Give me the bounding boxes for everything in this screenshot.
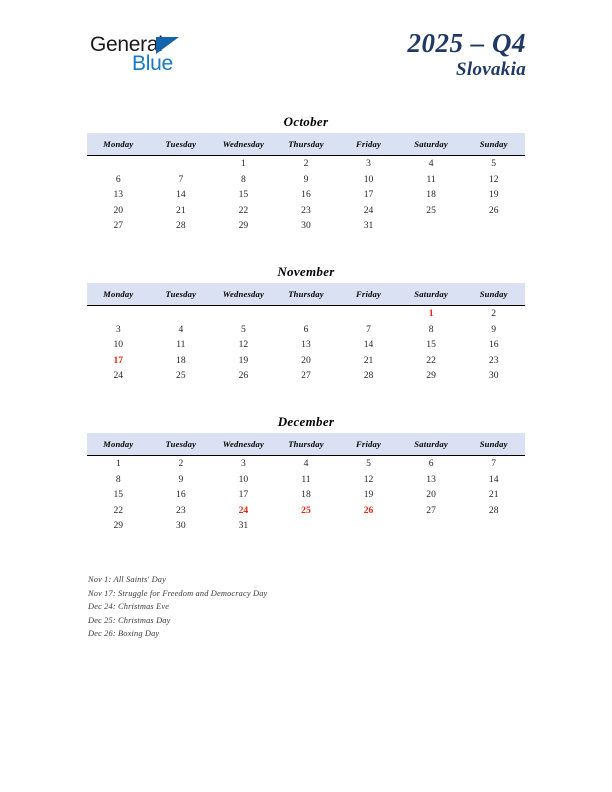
day-cell[interactable]: 28	[363, 370, 374, 382]
day-cell[interactable]: 29	[426, 370, 436, 382]
week-row	[87, 487, 525, 503]
week-row	[87, 322, 525, 338]
day-cell-empty	[400, 218, 463, 234]
day-cell[interactable]: 14	[176, 189, 186, 201]
day-cell[interactable]: 29	[238, 220, 249, 232]
week-row	[87, 518, 525, 534]
day-cell[interactable]: 21	[488, 489, 499, 501]
day-cell[interactable]: 23	[176, 504, 186, 516]
day-cell[interactable]: 22	[238, 204, 249, 216]
day-cell[interactable]: 14	[363, 339, 374, 351]
day-cell[interactable]: 9	[491, 323, 497, 335]
day-cell[interactable]: 20	[426, 489, 436, 501]
day-cell[interactable]: 4	[178, 323, 184, 335]
day-cell-empty	[275, 518, 338, 534]
day-cell[interactable]: 10	[363, 173, 374, 185]
day-cell[interactable]: 24	[363, 204, 374, 216]
day-cell-empty	[337, 518, 400, 534]
day-cell[interactable]: 26	[488, 204, 499, 216]
day-cell[interactable]: 8	[428, 323, 434, 335]
day-cell[interactable]: 19	[488, 189, 499, 201]
weekday-header-row	[87, 283, 525, 306]
day-cell[interactable]: 18	[176, 354, 186, 366]
week-row	[87, 353, 525, 369]
day-cell[interactable]: 3	[241, 458, 246, 470]
day-cell[interactable]: 7	[366, 323, 371, 335]
weekday-header-row-group	[87, 433, 525, 456]
day-cell-empty	[150, 306, 213, 322]
day-cell[interactable]: 27	[426, 504, 436, 516]
day-cell[interactable]: 27	[301, 370, 311, 382]
day-cell[interactable]: 4	[428, 158, 434, 170]
day-cell[interactable]: 4	[303, 458, 309, 470]
month-calendar-table	[87, 133, 525, 234]
day-cell-empty	[462, 218, 525, 234]
page-title: 2025 – Q4	[407, 28, 526, 58]
weekday-header-saturday: Saturday	[400, 433, 463, 456]
logo-text-general: General	[90, 33, 163, 56]
day-cell[interactable]: 3	[366, 158, 371, 170]
day-cell[interactable]: 11	[176, 339, 186, 351]
day-cell[interactable]: 8	[241, 173, 246, 185]
day-cell-empty	[212, 306, 275, 322]
weekday-header-friday: Friday	[337, 133, 400, 156]
day-cell-holiday[interactable]: 26	[363, 504, 374, 516]
month-calendar-table	[87, 433, 525, 534]
day-cell[interactable]: 16	[176, 489, 186, 501]
page-subtitle-country: Slovakia	[456, 59, 526, 80]
day-cell[interactable]: 24	[113, 370, 124, 382]
day-cell[interactable]: 11	[426, 173, 436, 185]
day-cell[interactable]: 22	[113, 504, 124, 516]
day-cell[interactable]: 22	[426, 354, 436, 366]
week-row	[87, 456, 525, 472]
week-row	[87, 172, 525, 188]
day-cell[interactable]: 20	[113, 204, 124, 216]
month-title: December	[277, 414, 335, 429]
week-row	[87, 203, 525, 219]
day-cell-empty	[400, 518, 463, 534]
day-cell[interactable]: 2	[178, 458, 184, 470]
day-cell-empty	[275, 306, 338, 322]
week-row	[87, 306, 525, 322]
day-cell-holiday[interactable]: 1	[428, 308, 434, 320]
day-cell[interactable]: 15	[113, 489, 124, 501]
day-cell[interactable]: 10	[238, 473, 249, 485]
month-block-october	[87, 113, 525, 234]
weekday-header-wednesday: Wednesday	[212, 283, 275, 306]
weekday-header-friday: Friday	[337, 283, 400, 306]
day-cell[interactable]: 12	[363, 473, 374, 485]
week-row	[87, 472, 525, 488]
week-row	[87, 503, 525, 519]
month-title: October	[283, 114, 329, 129]
day-cell[interactable]: 12	[238, 339, 249, 351]
weekday-header-tuesday: Tuesday	[150, 283, 213, 306]
day-cell[interactable]: 6	[303, 323, 309, 335]
day-cell[interactable]: 3	[115, 323, 121, 335]
logo-text-blue: Blue	[132, 52, 173, 75]
day-cell[interactable]: 10	[113, 339, 124, 351]
weekday-header-thursday: Thursday	[275, 133, 338, 156]
weekday-header-sunday: Sunday	[462, 133, 525, 156]
day-cell[interactable]: 31	[238, 520, 249, 532]
weekday-header-monday: Monday	[87, 133, 150, 156]
day-cell[interactable]: 1	[241, 158, 246, 170]
weekday-header-row	[87, 433, 525, 456]
day-cell-holiday[interactable]: 25	[301, 504, 311, 516]
holiday-note-item: Nov 17: Struggle for Freedom and Democracy Day	[88, 588, 268, 598]
day-cell[interactable]: 5	[241, 323, 246, 335]
day-cell[interactable]: 19	[363, 489, 374, 501]
weekday-header-monday: Monday	[87, 433, 150, 456]
page-header	[0, 0, 612, 100]
holiday-note-item: Dec 25: Christmas Day	[88, 615, 171, 625]
day-cell-empty	[87, 156, 150, 172]
day-cell[interactable]: 21	[363, 354, 374, 366]
day-cell[interactable]: 5	[366, 458, 371, 470]
day-cell[interactable]: 30	[176, 520, 186, 532]
holiday-note-item: Dec 24: Christmas Eve	[88, 602, 170, 612]
month-days-body	[87, 306, 525, 384]
day-cell[interactable]: 28	[176, 220, 186, 232]
day-cell[interactable]: 8	[115, 473, 121, 485]
day-cell[interactable]: 21	[176, 204, 186, 216]
day-cell[interactable]: 17	[238, 489, 249, 501]
week-row	[87, 218, 525, 234]
day-cell-empty	[87, 306, 150, 322]
week-row	[87, 156, 525, 172]
weekday-header-thursday: Thursday	[275, 433, 338, 456]
day-cell[interactable]: 16	[301, 189, 311, 201]
day-cell[interactable]: 18	[301, 489, 311, 501]
weekday-header-row	[87, 133, 525, 156]
day-cell[interactable]: 2	[491, 308, 497, 320]
weekday-header-tuesday: Tuesday	[150, 133, 213, 156]
month-block-december	[87, 413, 525, 534]
day-cell[interactable]: 6	[428, 458, 434, 470]
day-cell[interactable]: 17	[363, 189, 374, 201]
day-cell[interactable]: 2	[303, 158, 309, 170]
day-cell[interactable]: 13	[301, 339, 311, 351]
day-cell[interactable]: 15	[238, 189, 249, 201]
day-cell[interactable]: 9	[303, 173, 309, 185]
month-title: November	[277, 264, 335, 279]
weekday-header-row-group	[87, 133, 525, 156]
day-cell-holiday[interactable]: 17	[113, 354, 124, 366]
weekday-header-sunday: Sunday	[462, 433, 525, 456]
month-days-body	[87, 156, 525, 234]
day-cell[interactable]: 30	[488, 370, 499, 382]
day-cell[interactable]: 30	[301, 220, 311, 232]
day-cell[interactable]: 23	[301, 204, 311, 216]
week-row	[87, 187, 525, 203]
day-cell[interactable]: 6	[115, 173, 121, 185]
week-row	[87, 368, 525, 384]
day-cell[interactable]: 18	[426, 189, 436, 201]
day-cell[interactable]: 13	[113, 189, 124, 201]
title-block	[408, 28, 527, 82]
month-calendar-table	[87, 283, 525, 384]
day-cell[interactable]: 9	[178, 473, 184, 485]
weekday-header-friday: Friday	[337, 433, 400, 456]
day-cell-empty	[150, 156, 213, 172]
weekday-header-row-group	[87, 283, 525, 306]
day-cell[interactable]: 14	[488, 473, 499, 485]
week-row	[87, 337, 525, 353]
day-cell[interactable]: 19	[238, 354, 249, 366]
weekday-header-tuesday: Tuesday	[150, 433, 213, 456]
day-cell[interactable]: 23	[488, 354, 499, 366]
holiday-note-item: Nov 1: All Saints' Day	[88, 575, 166, 584]
weekday-header-monday: Monday	[87, 283, 150, 306]
weekday-header-thursday: Thursday	[275, 283, 338, 306]
day-cell[interactable]: 1	[115, 458, 121, 470]
month-days-body	[87, 456, 525, 534]
day-cell[interactable]: 7	[178, 173, 184, 185]
general-blue-logo	[90, 34, 210, 80]
day-cell[interactable]: 13	[426, 473, 436, 485]
day-cell[interactable]: 5	[491, 158, 497, 170]
day-cell[interactable]: 25	[176, 370, 186, 382]
day-cell[interactable]: 20	[301, 354, 311, 366]
holiday-notes-list	[88, 573, 508, 641]
day-cell[interactable]: 31	[363, 220, 374, 232]
weekday-header-sunday: Sunday	[462, 283, 525, 306]
weekday-header-wednesday: Wednesday	[212, 133, 275, 156]
weekday-header-wednesday: Wednesday	[212, 433, 275, 456]
weekday-header-saturday: Saturday	[400, 133, 463, 156]
day-cell[interactable]: 12	[488, 173, 499, 185]
day-cell[interactable]: 7	[491, 458, 497, 470]
day-cell[interactable]: 11	[301, 473, 311, 485]
weekday-header-saturday: Saturday	[400, 283, 463, 306]
day-cell[interactable]: 15	[426, 339, 436, 351]
day-cell-empty	[337, 306, 400, 322]
month-block-november	[87, 263, 525, 384]
day-cell[interactable]: 25	[426, 204, 436, 216]
day-cell-empty	[462, 518, 525, 534]
day-cell[interactable]: 29	[113, 520, 124, 532]
day-cell-holiday[interactable]: 24	[238, 504, 249, 516]
day-cell[interactable]: 27	[113, 220, 124, 232]
holiday-note-item: Dec 26: Boxing Day	[88, 629, 160, 639]
day-cell[interactable]: 26	[238, 370, 249, 382]
day-cell[interactable]: 28	[488, 504, 499, 516]
day-cell[interactable]: 16	[488, 339, 499, 351]
